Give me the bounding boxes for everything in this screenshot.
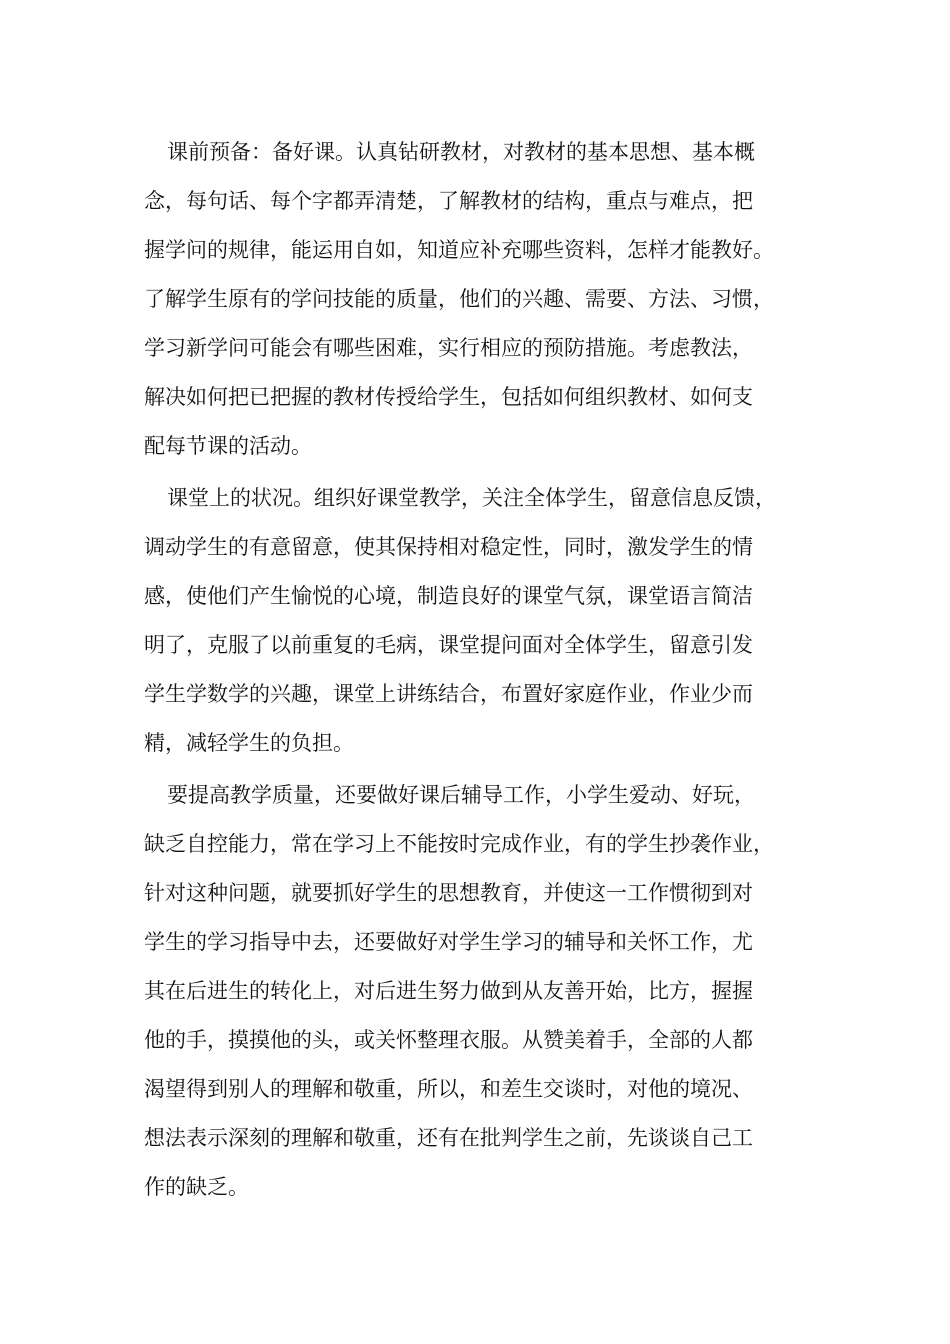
paragraph-lesson-preparation xyxy=(144,128,814,471)
text-line: 其在后进生的转化上，对后进生努力做到从友善开始，比方，握握 xyxy=(144,979,753,1003)
paragraph-after-class-tutoring xyxy=(144,771,814,1212)
text-line: 学生的学习指导中去，还要做好对学生学习的辅导和关怀工作，尤 xyxy=(144,930,753,954)
text-line: 精，减轻学生的负担。 xyxy=(144,731,354,755)
text-line: 念，每句话、每个字都弄清楚，了解教材的结构，重点与难点，把 xyxy=(144,189,753,213)
text-line: 感，使他们产生愉悦的心境，制造良好的课堂气氛，课堂语言简洁 xyxy=(144,584,753,608)
paragraph-classroom xyxy=(144,474,814,768)
text-line: 渴望得到别人的理解和敬重，所以，和差生交谈时，对他的境况、 xyxy=(144,1077,753,1101)
text-line: 握学问的规律，能运用自如，知道应补充哪些资料，怎样才能教好。 xyxy=(144,238,774,262)
text-line: 他的手，摸摸他的头，或关怀整理衣服。从赞美着手，全部的人都 xyxy=(144,1028,753,1052)
text-line: 学习新学问可能会有哪些困难，实行相应的预防措施。考虑教法， xyxy=(144,336,753,360)
text-line: 解决如何把已把握的教材传授给学生，包括如何组织教材、如何支 xyxy=(144,385,753,409)
text-line: 作的缺乏。 xyxy=(144,1175,249,1199)
text-line: 课前预备：备好课。认真钻研教材，对教材的基本思想、基本概 xyxy=(167,140,755,164)
text-line: 配每节课的活动。 xyxy=(144,434,312,458)
text-line: 想法表示深刻的理解和敬重，还有在批判学生之前，先谈谈自己工 xyxy=(144,1126,753,1150)
text-line: 缺乏自控能力，常在学习上不能按时完成作业，有的学生抄袭作业， xyxy=(144,832,774,856)
text-line: 调动学生的有意留意，使其保持相对稳定性，同时，激发学生的情 xyxy=(144,535,753,559)
document-body xyxy=(144,128,814,1215)
text-line: 明了，克服了以前重复的毛病，课堂提问面对全体学生，留意引发 xyxy=(144,633,753,657)
text-line: 学生学数学的兴趣，课堂上讲练结合，布置好家庭作业，作业少而 xyxy=(144,682,753,706)
text-line: 课堂上的状况。组织好课堂教学，关注全体学生，留意信息反馈， xyxy=(167,486,776,510)
text-line: 要提高教学质量，还要做好课后辅导工作，小学生爱动、好玩， xyxy=(167,783,755,807)
text-line: 针对这种问题，就要抓好学生的思想教育，并使这一工作惯彻到对 xyxy=(144,881,753,905)
text-line: 了解学生原有的学问技能的质量，他们的兴趣、需要、方法、习惯， xyxy=(144,287,774,311)
